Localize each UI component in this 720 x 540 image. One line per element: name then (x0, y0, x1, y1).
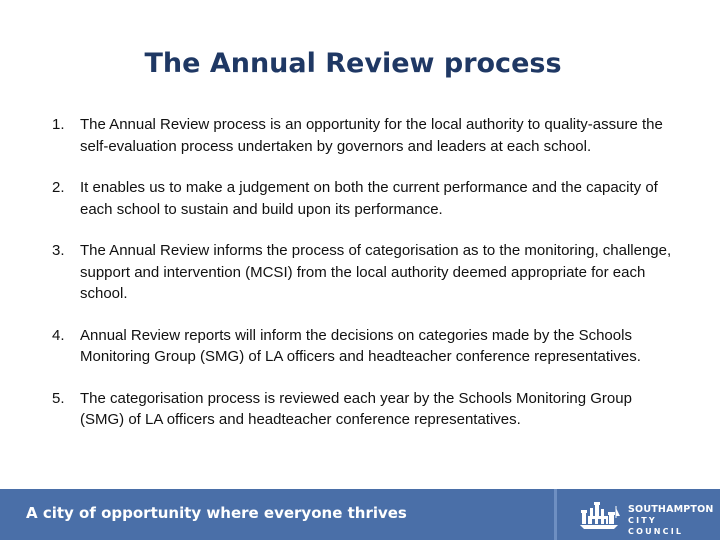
list-item-number: 1. (52, 116, 65, 133)
list-item-number: 2. (52, 179, 65, 196)
footer-banner (0, 489, 720, 540)
list-item (52, 325, 672, 368)
list-item-number: 4. (52, 326, 65, 344)
list-item-text: It enables us to make a judgement on both the current performance and the capacity of each school to sustain and build upon its performance. (80, 179, 658, 218)
council-logo (578, 498, 714, 536)
footer-tagline: A city of opportunity where everyone thrives (26, 504, 407, 522)
list-item-text: The Annual Review process is an opportunity for the local authority to quality-assure the self-evaluation process undertaken by governors and leaders at each school. (80, 116, 663, 155)
list-item-text: Annual Review reports will inform the decisions on categories made by the Schools Monitoring Group (SMG) of LA officers and headteacher conference representatives. (80, 326, 641, 365)
logo-line-southampton: SOUTHAMPTON (628, 504, 714, 515)
list-item-number: 5. (52, 389, 65, 407)
list-item-text: The categorisation process is reviewed each year by the Schools Monitoring Group (SMG) of LA officers and headteacher conference representatives. (80, 389, 632, 428)
list-item (52, 388, 672, 431)
logo-line-city-council: CITY COUNCIL (628, 516, 684, 536)
list-item-number: 3. (52, 242, 65, 259)
castle-icon (578, 498, 622, 530)
list-item-text: The Annual Review informs the process of categorisation as to the monitoring, challenge, support and intervention (MCSI) from the local authority deemed appropriate for each school. (80, 242, 672, 302)
footer-divider (554, 489, 557, 540)
list-item (52, 240, 672, 305)
numbered-points-list (52, 114, 672, 431)
slide-title: The Annual Review process (144, 48, 562, 79)
list-item (52, 114, 672, 157)
logo-wordmark (628, 504, 714, 537)
list-item (52, 177, 672, 220)
